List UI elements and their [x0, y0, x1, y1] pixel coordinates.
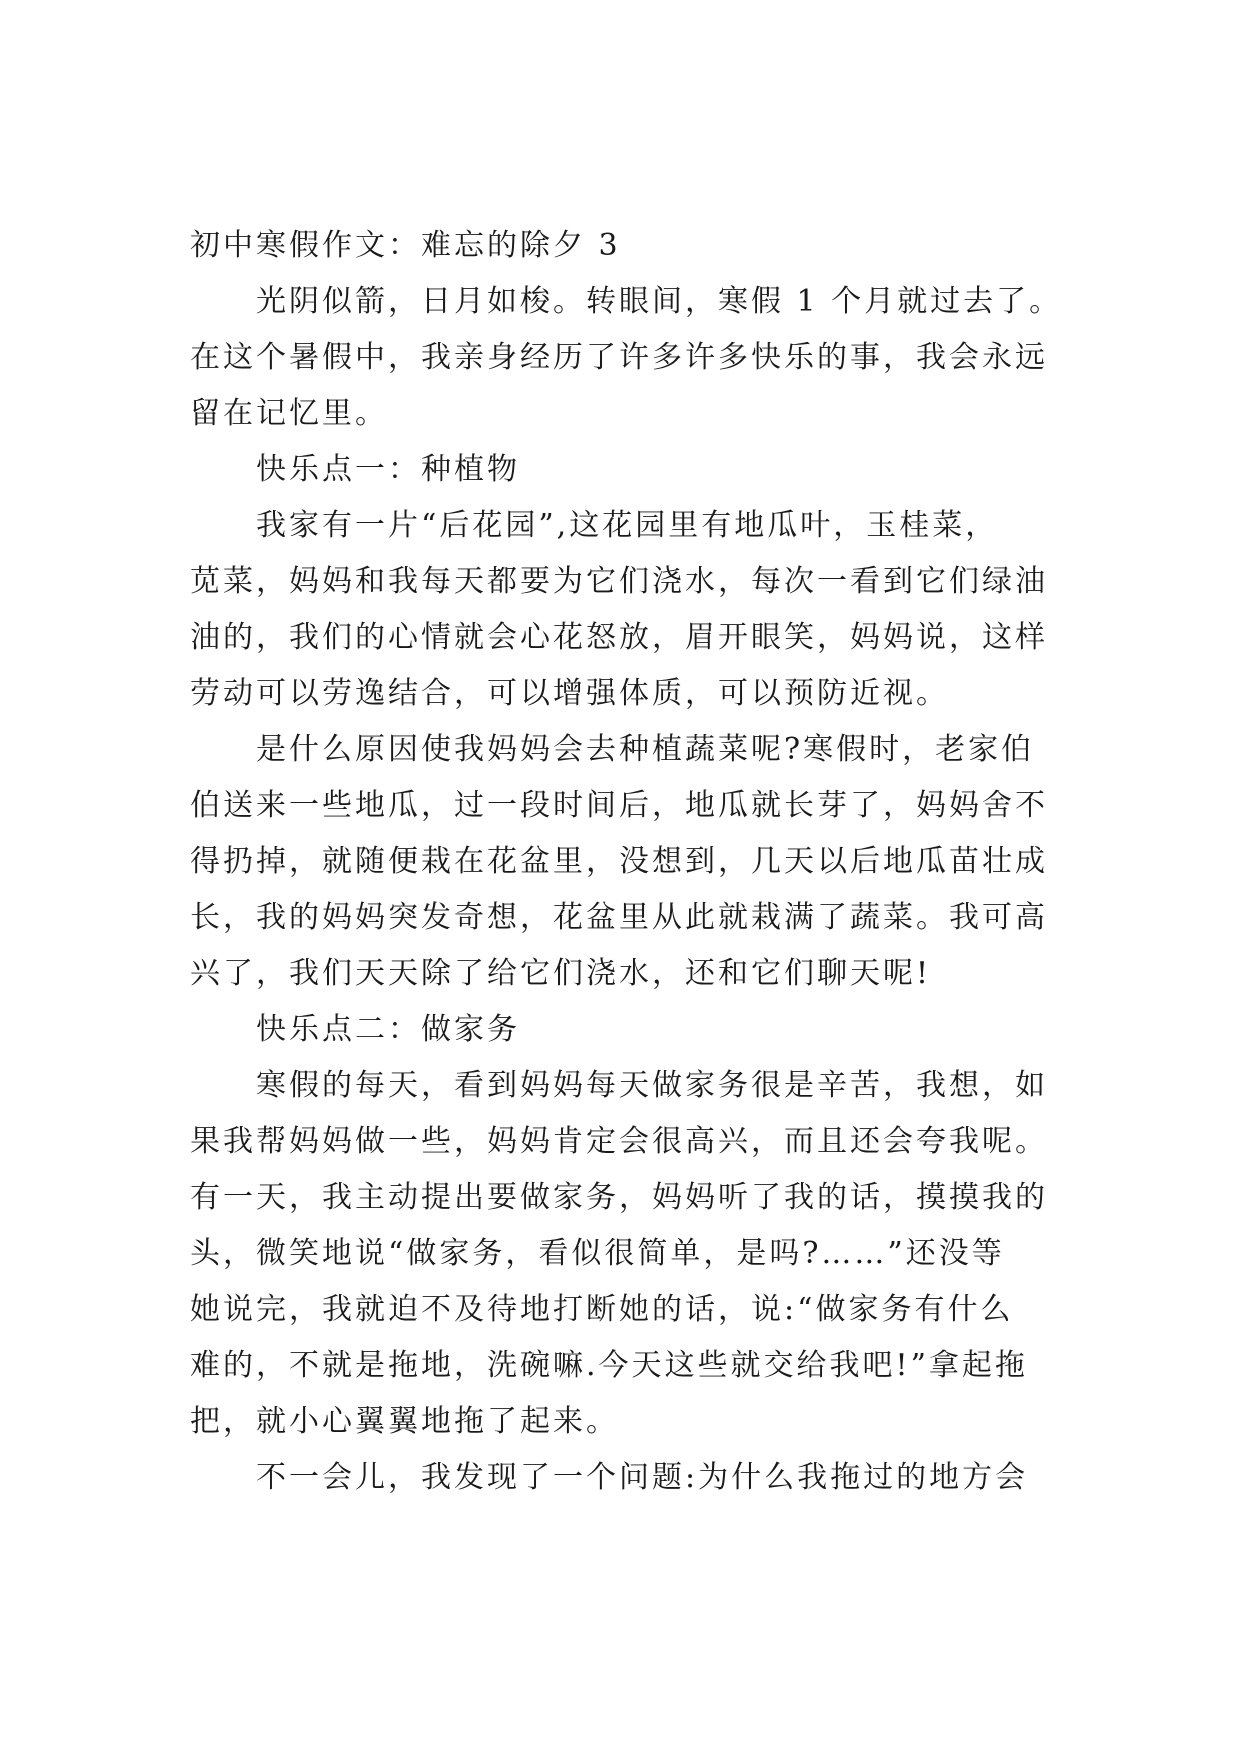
paragraph-line: 是什么原因使我妈妈会去种植蔬菜呢?寒假时，老家伯	[256, 732, 1035, 767]
paragraph-line: 兴了，我们天天除了给它们浇水，还和它们聊天呢!	[190, 956, 932, 991]
paragraph-line: 劳动可以劳逸结合，可以增强体质，可以预防近视。	[190, 676, 949, 711]
paragraph-line: 头，微笑地说“做家务，看似很简单，是吗?……”还没等	[190, 1236, 1005, 1271]
paragraph-line: 难的，不就是拖地，洗碗嘛.今天这些就交给我吧!”拿起拖	[190, 1348, 1028, 1383]
paragraph-line: 果我帮妈妈做一些，妈妈肯定会很高兴，而且还会夸我呢。	[190, 1124, 1048, 1159]
paragraph-line: 我家有一片“后花园”,这花园里有地瓜叶，玉桂菜，	[256, 508, 999, 543]
paragraph-line: 光阴似箭，日月如梭。转眼间，寒假 1 个月就过去了。	[256, 284, 1063, 319]
section-heading: 快乐点二：做家务	[256, 1012, 520, 1047]
essay-title: 初中寒假作文：难忘的除夕 3	[190, 228, 621, 263]
essay-body	[190, 218, 1070, 1506]
paragraph-line: 伯送来一些地瓜，过一段时间后，地瓜就长芽了，妈妈舍不	[190, 788, 1048, 823]
section-heading: 快乐点一：种植物	[256, 452, 520, 487]
paragraph-line: 她说完，我就迫不及待地打断她的话，说:“做家务有什么	[190, 1292, 1014, 1327]
paragraph-line: 寒假的每天，看到妈妈每天做家务很是辛苦，我想，如	[256, 1068, 1048, 1103]
paragraph-line: 苋菜，妈妈和我每天都要为它们浇水，每次一看到它们绿油	[190, 564, 1048, 599]
paragraph-line: 留在记忆里。	[190, 396, 388, 431]
paragraph-line: 不一会儿，我发现了一个问题:为什么我拖过的地方会	[256, 1460, 1029, 1495]
paragraph-line: 在这个暑假中，我亲身经历了许多许多快乐的事，我会永远	[190, 340, 1048, 375]
paragraph-line: 把，就小心翼翼地拖了起来。	[190, 1404, 619, 1439]
paragraph-line: 得扔掉，就随便栽在花盆里，没想到，几天以后地瓜苗壮成	[190, 844, 1048, 879]
paragraph-line: 油的，我们的心情就会心花怒放，眉开眼笑，妈妈说，这样	[190, 620, 1048, 655]
paragraph-line: 长，我的妈妈突发奇想，花盆里从此就栽满了蔬菜。我可高	[190, 900, 1048, 935]
paragraph-line: 有一天，我主动提出要做家务，妈妈听了我的话，摸摸我的	[190, 1180, 1048, 1215]
